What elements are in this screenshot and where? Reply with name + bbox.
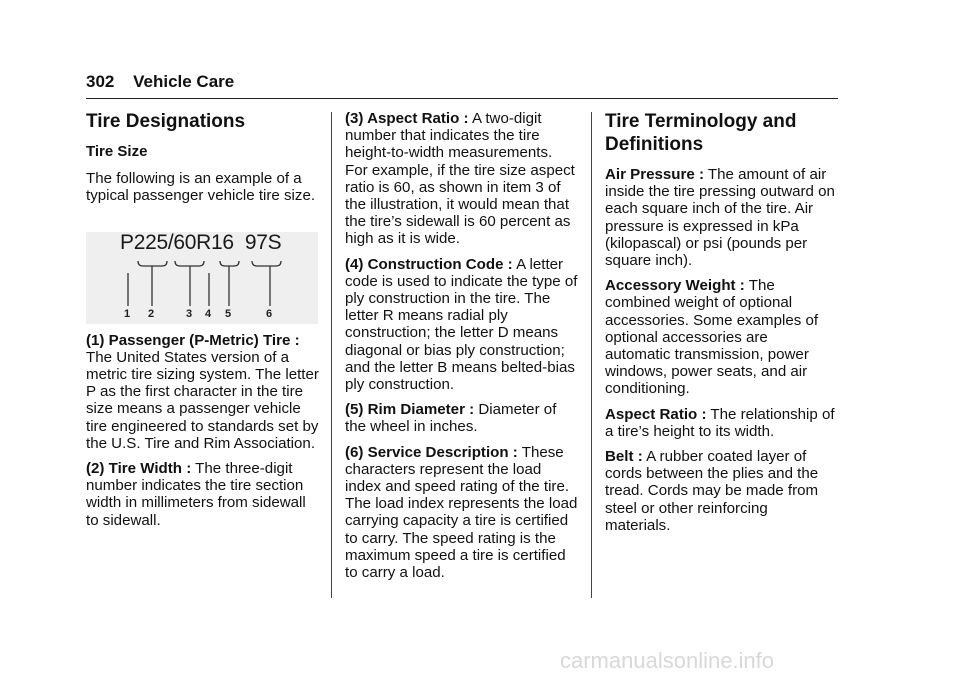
column-divider-2	[591, 112, 592, 598]
bracket-2	[138, 261, 167, 266]
definition-item	[86, 332, 322, 452]
definition-text: The combined weight of optional accessories. Some examples of optional accessories are automatic transmission, power windows, power seats, and air conditioning.	[605, 277, 819, 398]
bracket-3	[175, 261, 204, 266]
section-title: Vehicle Care	[133, 72, 235, 91]
callout-2: 2	[148, 307, 155, 320]
definition-term: Accessory Weight :	[605, 277, 745, 295]
definition-text: These characters represent the load index and speed rating of the tire. The load index represents the load carrying capacity a tire is certified to carry. The speed rating is the maximum speed a tire is certified to carry a load.	[345, 443, 578, 582]
definition-text: A letter code is used to indicate the type of ply construction in the tire. The letter R means radial ply construction; the letter D means diagonal or bias ply construction; and the letter B means belted-bias ply construction.	[345, 255, 578, 394]
definition-item	[86, 460, 322, 529]
heading-tire-terminology: Tire Terminology and Definitions	[605, 111, 797, 155]
heading-tire-designations: Tire Designations	[86, 111, 246, 132]
bracket-6	[252, 261, 281, 266]
definition-text: A rubber coated layer of cords between the plies and the tread. Cords may be made from steel or other reinforcing materials.	[605, 448, 819, 534]
column-3	[605, 110, 837, 542]
definition-term: (5) Rim Diameter :	[345, 401, 475, 419]
tire-size-illustration	[86, 232, 318, 324]
callout-5: 5	[225, 307, 232, 320]
watermark: carmanualsonline.info	[560, 648, 775, 673]
callout-4: 4	[205, 307, 212, 320]
subheading-tire-size: Tire Size	[86, 143, 148, 160]
tire-code-left: P225/60R16	[120, 230, 234, 254]
definition-text: The relationship of a tire’s height to its width.	[605, 405, 835, 440]
tire-code-right: 97S	[244, 230, 282, 254]
bracket-5	[220, 261, 239, 266]
page-number: 302	[86, 72, 115, 91]
definition-text: The amount of air inside the tire pressing outward on each square inch of the tire. Air pressure is expressed in kPa (kilopascal) or psi (pounds per square inch).	[605, 166, 835, 270]
definition-item	[605, 406, 837, 440]
callout-3: 3	[186, 307, 193, 320]
definition-term: Air Pressure :	[605, 166, 704, 183]
column-1	[86, 110, 322, 537]
definition-text: Diameter of the wheel in inches.	[345, 401, 557, 436]
page-header	[86, 72, 234, 92]
intro-paragraph: The following is an example of a typical passenger vehicle tire size.	[86, 170, 316, 205]
definition-term: Belt :	[605, 448, 643, 466]
definition-item	[605, 166, 837, 269]
definition-term: (3) Aspect Ratio :	[345, 110, 469, 127]
definition-text: The three-digit number indicates the tire section width in millimeters from sidewall to sidewall.	[86, 460, 306, 529]
definition-item	[345, 444, 579, 582]
definition-item	[605, 277, 837, 397]
definition-item	[345, 401, 579, 435]
definition-term: (6) Service Description :	[345, 443, 518, 461]
definition-item	[345, 110, 579, 248]
definition-term: Aspect Ratio :	[605, 405, 707, 423]
callout-6: 6	[266, 307, 273, 320]
header-rule	[86, 98, 838, 99]
callout-lines	[86, 232, 318, 324]
definition-term: (2) Tire Width :	[86, 460, 192, 478]
definition-term: (1) Passenger (P-Metric) Tire :	[86, 331, 300, 349]
callout-1: 1	[124, 307, 131, 320]
definition-item	[345, 256, 579, 394]
column-divider-1	[331, 112, 332, 598]
column-2	[345, 110, 579, 589]
definition-text: A two-digit number that indicates the tire height-to-width measurements. For example, if the tire size aspect ratio is 60, as shown in item 3 of the illustration, it would mean that the tire’s sidewall is 60 percent as high as it is wide.	[345, 110, 575, 248]
definition-term: (4) Construction Code :	[345, 255, 513, 273]
definition-text: The United States version of a metric tire sizing system. The letter P as the first character in the tire size means a passenger vehicle tire engineered to standards set by the U.S. Tire and Rim Association.	[86, 348, 319, 452]
definition-item	[605, 448, 837, 534]
